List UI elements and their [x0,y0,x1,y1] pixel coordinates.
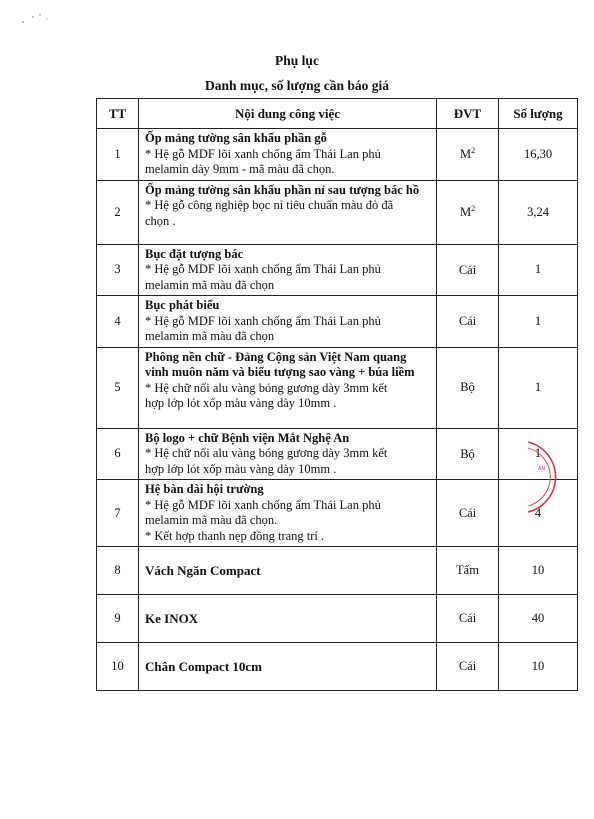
header-quantity: Số lượng [499,99,578,129]
item-title: Vách Ngăn Compact [139,547,437,595]
row-quantity: 3,24 [499,180,578,244]
item-desc-line: hợp lớp lót xốp màu vàng dày 10mm . [145,396,337,410]
quotation-table [96,98,578,691]
item-title: Bục đặt tượng bác [145,246,244,261]
row-quantity: 40 [499,595,578,643]
scan-specks [20,10,60,35]
table-row [97,428,578,480]
table-row [97,595,578,643]
row-number: 2 [97,180,139,244]
row-number: 4 [97,296,139,348]
item-title: Ốp mảng tường sân khấu phần gỗ [145,131,327,145]
row-number: 9 [97,595,139,643]
item-desc-line: * Hệ gỗ MDF lõi xanh chống ẩm Thái Lan phủ [145,313,381,328]
item-desc-line: * Kết hợp thanh nẹp đồng trang trí . [145,528,325,543]
appendix-heading: Phụ lục [275,53,319,68]
table-row [97,547,578,595]
row-content [139,296,437,348]
item-desc-line: hợp lớp lót xốp màu vàng dày 10mm . [145,461,337,476]
header-unit: ĐVT [437,99,499,129]
row-number: 5 [97,347,139,428]
table-row [97,347,578,428]
row-number: 6 [97,428,139,480]
item-desc-line: melamin mã màu đã chọn. [145,513,278,527]
row-unit: Cái [437,595,499,643]
row-unit: Cái [437,244,499,296]
item-title: Bục phát biểu [145,298,220,312]
row-number: 3 [97,244,139,296]
item-title: Chân Compact 10cm [139,643,437,691]
row-quantity: 1 [499,428,578,480]
item-desc-line: melamin mã màu đã chọn [145,277,275,292]
table-row [97,480,578,547]
item-desc-line: * Hệ chữ nổi alu vàng bóng gương dày 3mm kết [145,446,388,460]
row-quantity: 10 [499,547,578,595]
row-quantity: 4 [499,480,578,547]
header-tt: TT [97,99,139,129]
row-content [139,129,437,181]
row-content [139,480,437,547]
table-row [97,643,578,691]
row-content [139,180,437,244]
item-desc-line: * Hệ gỗ MDF lõi xanh chống ẩm Thái Lan phủ [145,497,381,512]
item-desc-line: * Hệ chữ nổi alu vàng bóng gương dày 3mm kết [145,380,388,395]
table-header-row [97,99,578,129]
row-unit: Bộ [437,428,499,480]
table-row [97,296,578,348]
table-row [97,180,578,244]
item-title: Hệ bàn dài hội trường [145,482,264,496]
row-unit: Cái [437,296,499,348]
row-quantity: 10 [499,643,578,691]
item-desc-line: * Hệ gỗ MDF lõi xanh chống ẩm Thái Lan phủ [145,262,381,276]
row-number: 1 [97,129,139,181]
row-quantity: 1 [499,347,578,428]
row-quantity: 1 [499,244,578,296]
item-title: Ốp mảng tường sân khấu phần nỉ sau tượng bác hồ [145,182,420,197]
row-content [139,244,437,296]
row-unit: Bộ [437,347,499,428]
item-title: Bộ logo + chữ Bệnh viện Mắt Nghệ An [145,430,350,445]
item-desc-line: chọn . [145,213,176,228]
row-unit: Cái [437,643,499,691]
row-number: 8 [97,547,139,595]
row-number: 7 [97,480,139,547]
row-unit: $M^2$ [437,180,499,244]
row-content [139,347,437,428]
row-unit: $M^2$ [437,129,499,181]
item-desc-line: melamin dày 9mm - mã màu đã chọn. [145,162,335,176]
table-row [97,244,578,296]
row-unit: Cái [437,480,499,547]
row-unit: Tấm [437,547,499,595]
table-row [97,129,578,181]
row-number: 10 [97,643,139,691]
item-desc-line: melamin mã màu đã chọn [145,329,275,343]
row-content [139,428,437,480]
svg-text:AN: AN [538,466,546,472]
item-title: Ke INOX [139,595,437,643]
item-desc-line: * Hệ gỗ công nghiệp bọc nỉ tiêu chuẩn màu đỏ đã [145,198,394,212]
item-title: Phông nền chữ - Đảng Cộng sản Việt Nam quang vinh muôn năm và biểu tượng sao vàng + búa liềm [145,349,415,379]
row-quantity: 1 [499,296,578,348]
appendix-subheading: Danh mục, số lượng cần báo giá [205,78,389,93]
item-desc-line: * Hệ gỗ MDF lõi xanh chống ẩm Thái Lan phủ [145,146,381,161]
header-content: Nội dung công việc [139,99,437,129]
row-quantity: 16,30 [499,129,578,181]
